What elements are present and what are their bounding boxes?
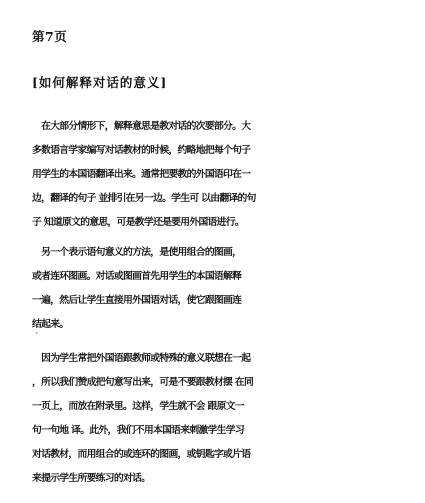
- paragraph-line: 边，翻译的句子 並排引在另一边。学生可 以由翻译的句: [32, 193, 256, 204]
- paragraph-line: 来提示学生所要练习的对话。: [32, 473, 151, 484]
- paragraph-line: 因为学生常把外国语跟教师或特殊的意义联想在一起: [32, 353, 251, 364]
- stray-ink-mark: ˊ: [34, 333, 39, 343]
- section-title: [如何解释对话的意义]: [32, 75, 168, 90]
- paragraph-line: 另一个表示语句意义的方法，是使用组合的图画，: [32, 247, 242, 258]
- page-number-header: 第7页: [32, 29, 68, 44]
- paragraph-explaining-meaning: [32, 115, 422, 235]
- paragraph-picture-method: [32, 241, 422, 337]
- paragraph-line: 一页上，而放在附录里。这样，学生就不会 跟原文一: [32, 401, 244, 412]
- paragraph-line: 用学生的本国语翻译出来。通常把要教的外国语印在一: [32, 169, 251, 180]
- paragraph-line: 或者连环图画。对话或图画首先用学生的本国语解释: [32, 271, 242, 282]
- paragraph-line: 在大部分情形下，解释意思是教对话的次要部分。大: [32, 121, 251, 132]
- paragraph-line: 对话教材，而用组合的或连环的图画，或钥匙字或片语: [32, 449, 251, 460]
- paragraph-line: 句一句地 译。此外，我们不用本国语来刺激学生学习: [32, 425, 244, 436]
- paragraph-line: 多数语言学家编写对话教材的时候，约略地把每个句子: [32, 145, 251, 156]
- paragraph-line: ，所以我们赞成把句意写出来，可是不要跟教材摆 在同: [32, 377, 254, 388]
- paragraph-line: 一遍，然后让学生直接用外国语对话，使它跟图画连: [32, 295, 242, 306]
- paragraph-appendix-recommendation: [32, 347, 422, 491]
- paragraph-line: 子 知道原文的意思，可是教学还是要用外国语进行。: [32, 217, 244, 228]
- paragraph-line: 结起来。: [32, 319, 69, 330]
